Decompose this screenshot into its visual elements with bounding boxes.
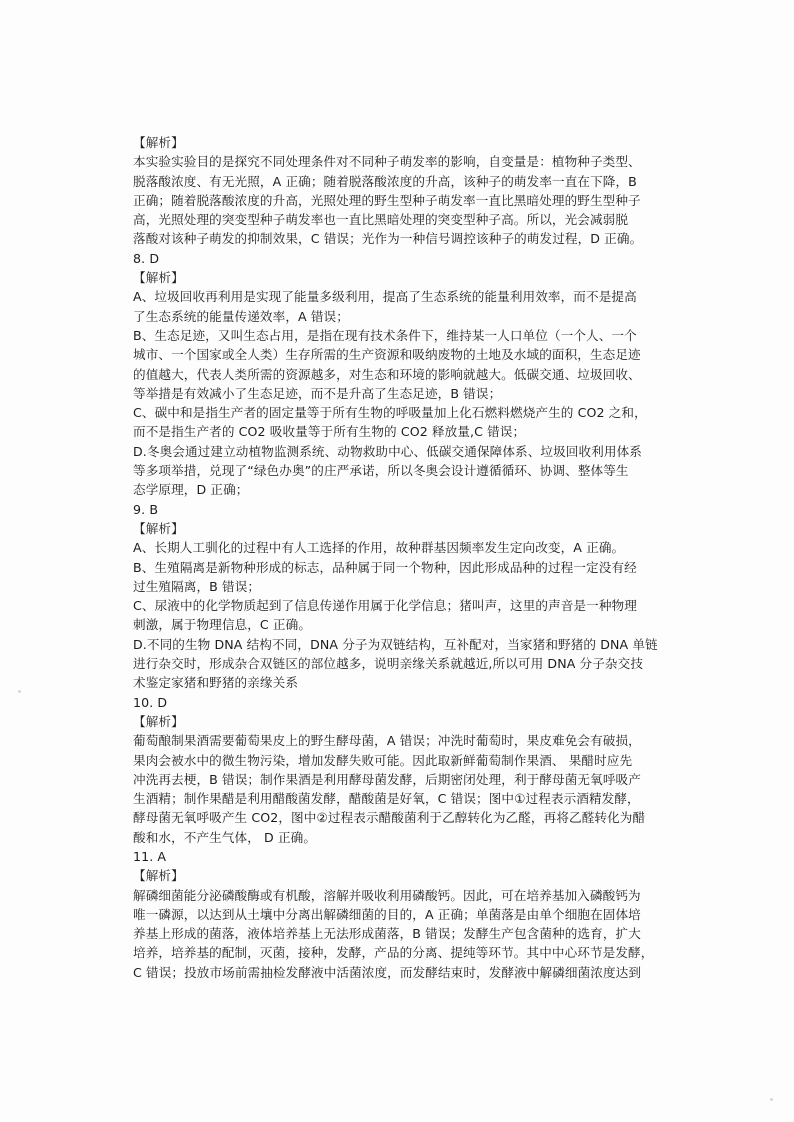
- text-line: C 错误；投放市场前需抽检发酵液中活菌浓度，而发酵结束时，发酵液中解磷细菌浓度达到: [133, 964, 642, 980]
- text-line: C、尿液中的化学物质起到了信息传递作用属于化学信息；猪叫声，这里的声音是一种物理: [133, 598, 637, 614]
- text-line: 正确；随着脱落酸浓度的升高，光照处理的野生型种子萌发率一直比黑暗处理的野生型种子: [133, 192, 641, 208]
- answer-explanations: [133, 133, 663, 982]
- question-answer: 11. A: [133, 848, 167, 864]
- text-line: 城市、一个国家或全人类）生存所需的生产资源和吸纳废物的土地及水域的面积，生态足迹: [133, 347, 641, 363]
- text-line: 过生殖隔离，B 错误；: [133, 578, 261, 594]
- section-heading: 【解析】: [133, 270, 184, 286]
- text-line: 了生态系统的能量传递效率，A 错误；: [133, 308, 349, 324]
- text-line: 唯一磷源，以达到从土壤中分离出解磷细菌的目的，A 正确；单菌落是由单个细胞在固体培: [133, 906, 641, 922]
- text-line: 术鉴定家猪和野猪的亲缘关系: [133, 675, 299, 691]
- text-line: 果肉会被水中的微生物污染，增加发酵失败可能。因此取新鲜葡萄制作果酒、 果醋时应先: [133, 752, 633, 768]
- question-answer: 9. B: [133, 501, 159, 517]
- text-line: B、生殖隔离是新物种形成的标志，品种属于同一个物种，因此形成品种的过程一定没有经: [133, 559, 637, 575]
- text-line: A、长期人工驯化的过程中有人工选择的作用，故种群基因频率发生定向改变，A 正确。: [133, 540, 625, 556]
- text-line: 刺激，属于物理信息，C 正确。: [133, 617, 312, 633]
- text-line: 脱落酸浓度、有无光照，A 正确；随着脱落酸浓度的升高，该种子的萌发率一直在下降，B: [133, 173, 637, 189]
- text-line: 养基上形成的菌落，液体培养基上无法形成菌落，B 错误；发酵生产包含菌种的选育，扩大: [133, 926, 641, 942]
- section-heading: 【解析】: [133, 520, 184, 536]
- text-line: 本实验实验目的是探究不同处理条件对不同种子萌发率的影响，自变量是：植物种子类型、: [133, 154, 641, 170]
- text-line: 解磷细菌能分泌磷酸酶或有机酸，溶解并吸收利用磷酸钙。因此，可在培养基加入磷酸钙为: [133, 887, 641, 903]
- text-line: D.冬奥会通过建立动植物监测系统、动物救助中心、低碳交通保障体系、垃圾回收利用体系: [133, 443, 642, 459]
- text-line: 态学原理，D 正确；: [133, 482, 249, 498]
- text-line: 酵母菌无氧呼吸产生 CO2，图中②过程表示醋酸菌利于乙醇转化为乙醛，再将乙醛转化为醋: [133, 810, 646, 826]
- text-line: 培养，培养基的配制，灭菌，接种，发酵，产品的分离、提纯等环节。其中中心环节是发酵，: [133, 945, 654, 961]
- section-heading: 【解析】: [133, 713, 184, 729]
- text-line: C、碳中和是指生产者的固定量等于所有生物的呼吸量加上化石燃料燃烧产生的 CO2 之和，: [133, 405, 647, 421]
- text-line: 葡萄酿制果酒需要葡萄果皮上的野生酵母菌，A 错误；冲洗时葡萄时，果皮难免会有破损，: [133, 733, 641, 749]
- text-line: A、垃圾回收再利用是实现了能量多级利用，提高了生态系统的能量利用效率，而不是提高: [133, 289, 637, 305]
- scan-dust-mark: [18, 690, 21, 693]
- text-line: 而不是指生产者的 CO2 吸收量等于所有生物的 CO2 释放量,C 错误；: [133, 424, 526, 440]
- section-heading: 【解析】: [133, 868, 184, 884]
- text-line: 酸和水，不产生气体， D 正确。: [133, 829, 317, 845]
- section-heading: 【解析】: [133, 135, 184, 150]
- text-line: 进行杂交时，形成杂合双链区的部位越多，说明亲缘关系就越近,所以可用 DNA 分子杂交技: [133, 656, 644, 672]
- question-answer: 10. D: [133, 694, 168, 710]
- text-line: B、生态足迹，又叫生态占用，是指在现有技术条件下，维持某一人口单位（一个人、一个: [133, 327, 637, 343]
- question-answer: 8. D: [133, 250, 160, 266]
- text-line: 生酒精；制作果醋是利用醋酸菌发酵，醋酸菌是好氧，C 错误；图中①过程表示酒精发酵，: [133, 791, 640, 807]
- text-line: 高，光照处理的突变型种子萌发率也一直比黑暗处理的突变型种子高。所以，光会减弱脱: [133, 212, 629, 228]
- scan-dust-mark: [770, 1098, 773, 1101]
- text-line: 的值越大，代表人类所需的资源越多，对生态和环境的影响就越大。低碳交通、垃圾回收、: [133, 366, 641, 382]
- text-line: 等举措是有效减小了生态足迹，而不是升高了生态足迹，B 错误；: [133, 385, 502, 401]
- text-line: 等多项举措，兑现了“绿色办奥”的庄严承诺，所以冬奥会设计遵循循环、协调、整体等生: [133, 463, 629, 479]
- text-line: 落酸对该种子萌发的抑制效果，C 错误；光作为一种信号调控该种子的萌发过程，D 正确。: [133, 231, 643, 247]
- text-line: D.不同的生物 DNA 结构不同，DNA 分子为双链结构，互补配对，当家猪和野猪的 DNA 单链: [133, 636, 658, 652]
- text-line: 冲洗再去梗，B 错误；制作果酒是利用酵母菌发酵，后期密闭处理，利于酵母菌无氧呼吸产: [133, 771, 641, 787]
